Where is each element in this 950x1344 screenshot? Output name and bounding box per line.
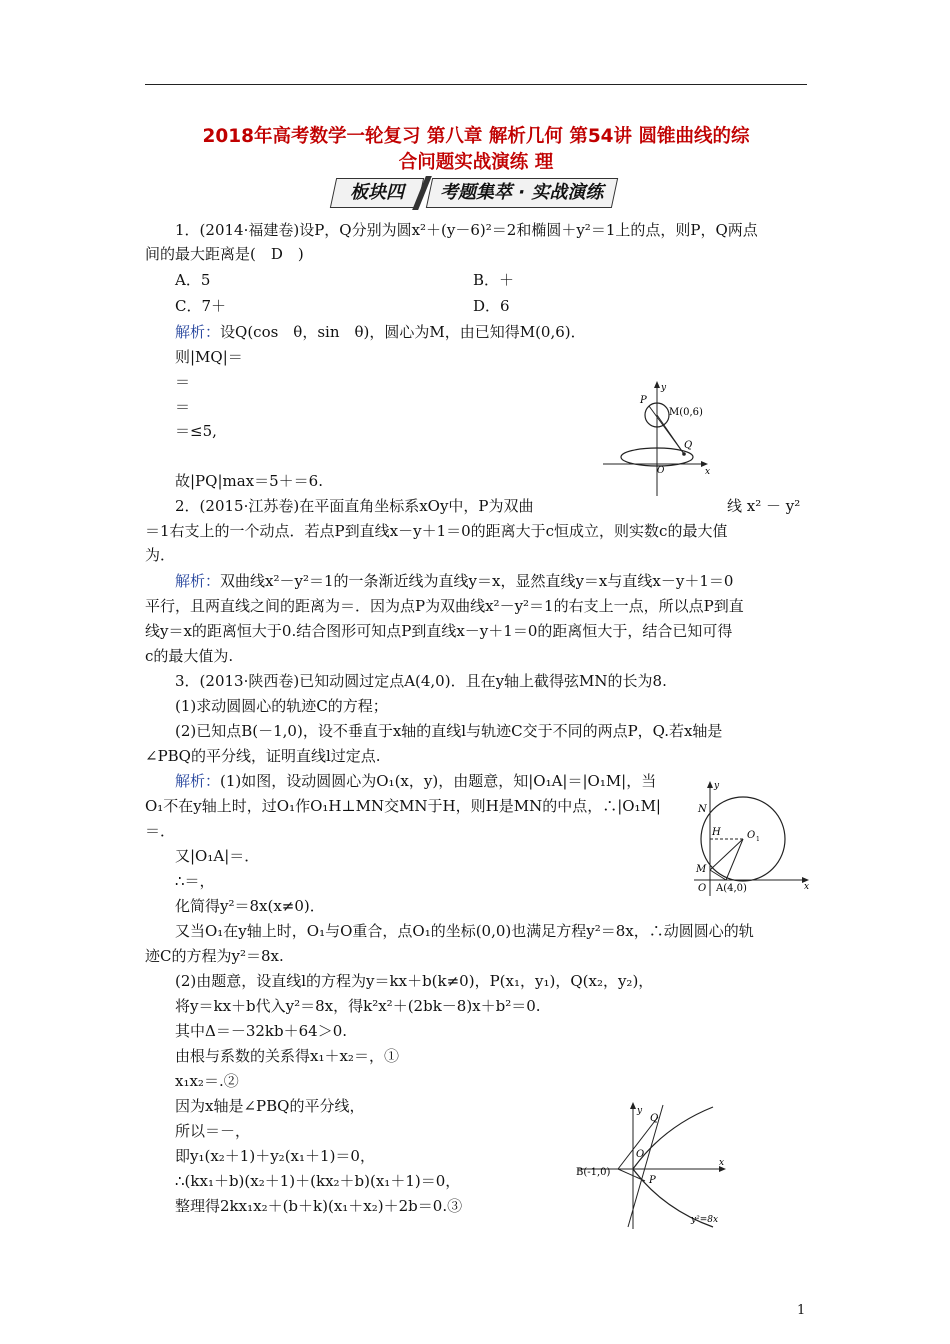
text-line: 化简得y²＝8x(x≠0)． (175, 897, 325, 915)
title-line-1: 2018年高考数学一轮复习 第八章 解析几何 第54讲 圆锥曲线的综 (202, 126, 750, 147)
solution-line: 解析：设Q(cos θ，sin θ)，圆心为M，由已知得M(0,6)． (175, 323, 586, 341)
solution-label: 解析： (175, 572, 221, 590)
solution-line: 解析：(1)如图，设动圆圆心为O₁(x，y)，由题意，知|O₁A|＝|O₁M|，当 (175, 772, 657, 790)
text-line: 将y＝kx＋b代入y²＝8x，得k²x²＋(2bk－8)x＋b²＝0. (175, 997, 541, 1015)
fig2-o-label: O (698, 883, 707, 894)
page-title (145, 124, 807, 176)
fig3-q-label: Q (650, 1113, 659, 1124)
text-line: 则|MQ|＝ (175, 348, 243, 366)
text-line: 又当O₁在y轴上时，O₁与O重合，点O₁的坐标(0,0)也满足方程y²＝8x，∴动圆圆心的轨 (175, 922, 754, 940)
title-line-2: 合问题实战演练 理 (398, 152, 554, 173)
fig1-q-label: Q (684, 440, 693, 451)
option-b: B．＋ (473, 271, 515, 289)
fig2-x-label: x (804, 882, 810, 892)
solution-label: 解析： (175, 323, 221, 341)
fig2-n-label: N (698, 804, 707, 815)
banner-left: 板块四 (330, 178, 424, 208)
fig3-o-label: O (636, 1149, 645, 1160)
option-c: C．7＋ (175, 297, 227, 315)
fig2-h-label: H (712, 827, 721, 838)
fig2-m-label: M (696, 864, 707, 875)
text-line: (2)已知点B(－1,0)，设不垂直于x轴的直线l与轨迹C交于不同的两点P，Q.若x轴是 (175, 722, 723, 740)
text-line: ＝≤5, (175, 422, 217, 440)
solution-label: 解析： (175, 772, 221, 790)
fig1-o-label: O (657, 466, 665, 476)
text-line: 所以＝－， (175, 1122, 251, 1140)
text-line: 由根与系数的关系得x₁＋x₂＝，① (175, 1047, 399, 1065)
text-line: ＝． (145, 822, 176, 840)
section-banner (333, 178, 619, 208)
fig2-a-label: A(4,0) (716, 883, 747, 894)
option-a: A．5 (175, 271, 211, 289)
text-line: 因为x轴是∠PBQ的平分线， (175, 1097, 365, 1115)
option-d: D．6 (473, 297, 510, 315)
text-line: 1．(2014·福建卷)设P，Q分别为圆x²＋(y－6)²＝2和椭圆＋y²＝1上的点，则P，Q两点 (175, 221, 758, 239)
text-line: 迹C的方程为y²＝8x. (145, 947, 284, 965)
text-line: x₁x₂＝.② (175, 1072, 239, 1090)
text-line: O₁不在y轴上时，过O₁作O₁H⊥MN交MN于H，则H是MN的中点，∴|O₁M| (145, 797, 661, 815)
top-rule (145, 84, 807, 85)
fig2-o1-subscript: 1 (756, 836, 760, 843)
text-line: 其中Δ＝－32kb＋64＞0. (175, 1022, 348, 1040)
fig2-o1-label: O (747, 830, 756, 841)
fig1-m-label: M(0,6) (669, 407, 703, 418)
fig1-p-label: P (640, 395, 647, 406)
text-line: 间的最大距离是( D ) (145, 245, 304, 263)
text-line: ＝1右支上的一个动点．若点P到直线x－y＋1＝0的距离大于c恒成立，则实数c的最大值 (145, 522, 728, 540)
text-line: 故|PQ|max＝5＋＝6. (175, 472, 323, 490)
fig3-equation-label: y²=8x (691, 1215, 719, 1225)
fig1-y-label: y (661, 383, 667, 393)
banner-right: 考题集萃 · 实战演练 (426, 178, 618, 208)
text-line: 平行，且两直线之间的距离为＝．因为点P为双曲线x²－y²＝1的右支上一点，所以点P到直 (145, 597, 744, 615)
figure-moving-circle (690, 778, 820, 898)
page-number: 1 (797, 1303, 806, 1318)
text-line: 2．(2015·江苏卷)在平面直角坐标系xOy中，P为双曲 (175, 497, 534, 515)
text-line: ∠PBQ的平分线，证明直线l过定点. (145, 747, 381, 765)
fig1-x-label: x (705, 467, 711, 477)
fig2-y-label: y (714, 781, 720, 791)
text-line: 线y＝x的距离恒大于0.结合图形可知点P到直线x－y＋1＝0的距离恒大于，结合已知可得 (145, 622, 733, 640)
text-line: 3．(2013·陕西卷)已知动圆过定点A(4,0)．且在y轴上截得弦MN的长为8. (175, 672, 667, 690)
text-line: 即y₁(x₂＋1)＋y₂(x₁＋1)＝0， (175, 1147, 375, 1165)
text-line: (2)由题意，设直线l的方程为y＝kx＋b(k≠0)，P(x₁，y₁)，Q(x₂，y₂)， (175, 972, 654, 990)
text-line: 整理得2kx₁x₂＋(b＋k)(x₁＋x₂)＋2b＝0.③ (175, 1197, 463, 1215)
text-line: 为． (145, 546, 176, 564)
text-line: ∴＝， (175, 872, 215, 890)
fig3-p-label: P (649, 1175, 656, 1186)
fig3-y-label: y (637, 1106, 643, 1116)
text-line: 线 x² － y² (727, 497, 801, 515)
text-line: ＝ (175, 398, 191, 416)
fig3-b-label: B(-1,0) (576, 1167, 611, 1178)
solution-line: 解析：双曲线x²－y²＝1的一条渐近线为直线y＝x，显然直线y＝x与直线x－y＋1＝0 (175, 572, 734, 590)
figure-ellipse-circle (595, 378, 725, 498)
text-line: 又|O₁A|＝． (175, 847, 260, 865)
text-line: c的最大值为. (145, 647, 234, 665)
text-line: ∴(kx₁＋b)(x₂＋1)＋(kx₂＋b)(x₁＋1)＝0， (175, 1172, 461, 1190)
text-line: (1)求动圆圆心的轨迹C的方程； (175, 697, 388, 715)
figure-parabola (573, 1097, 753, 1232)
fig3-x-label: x (719, 1158, 725, 1168)
text-line: ＝ (175, 373, 191, 391)
